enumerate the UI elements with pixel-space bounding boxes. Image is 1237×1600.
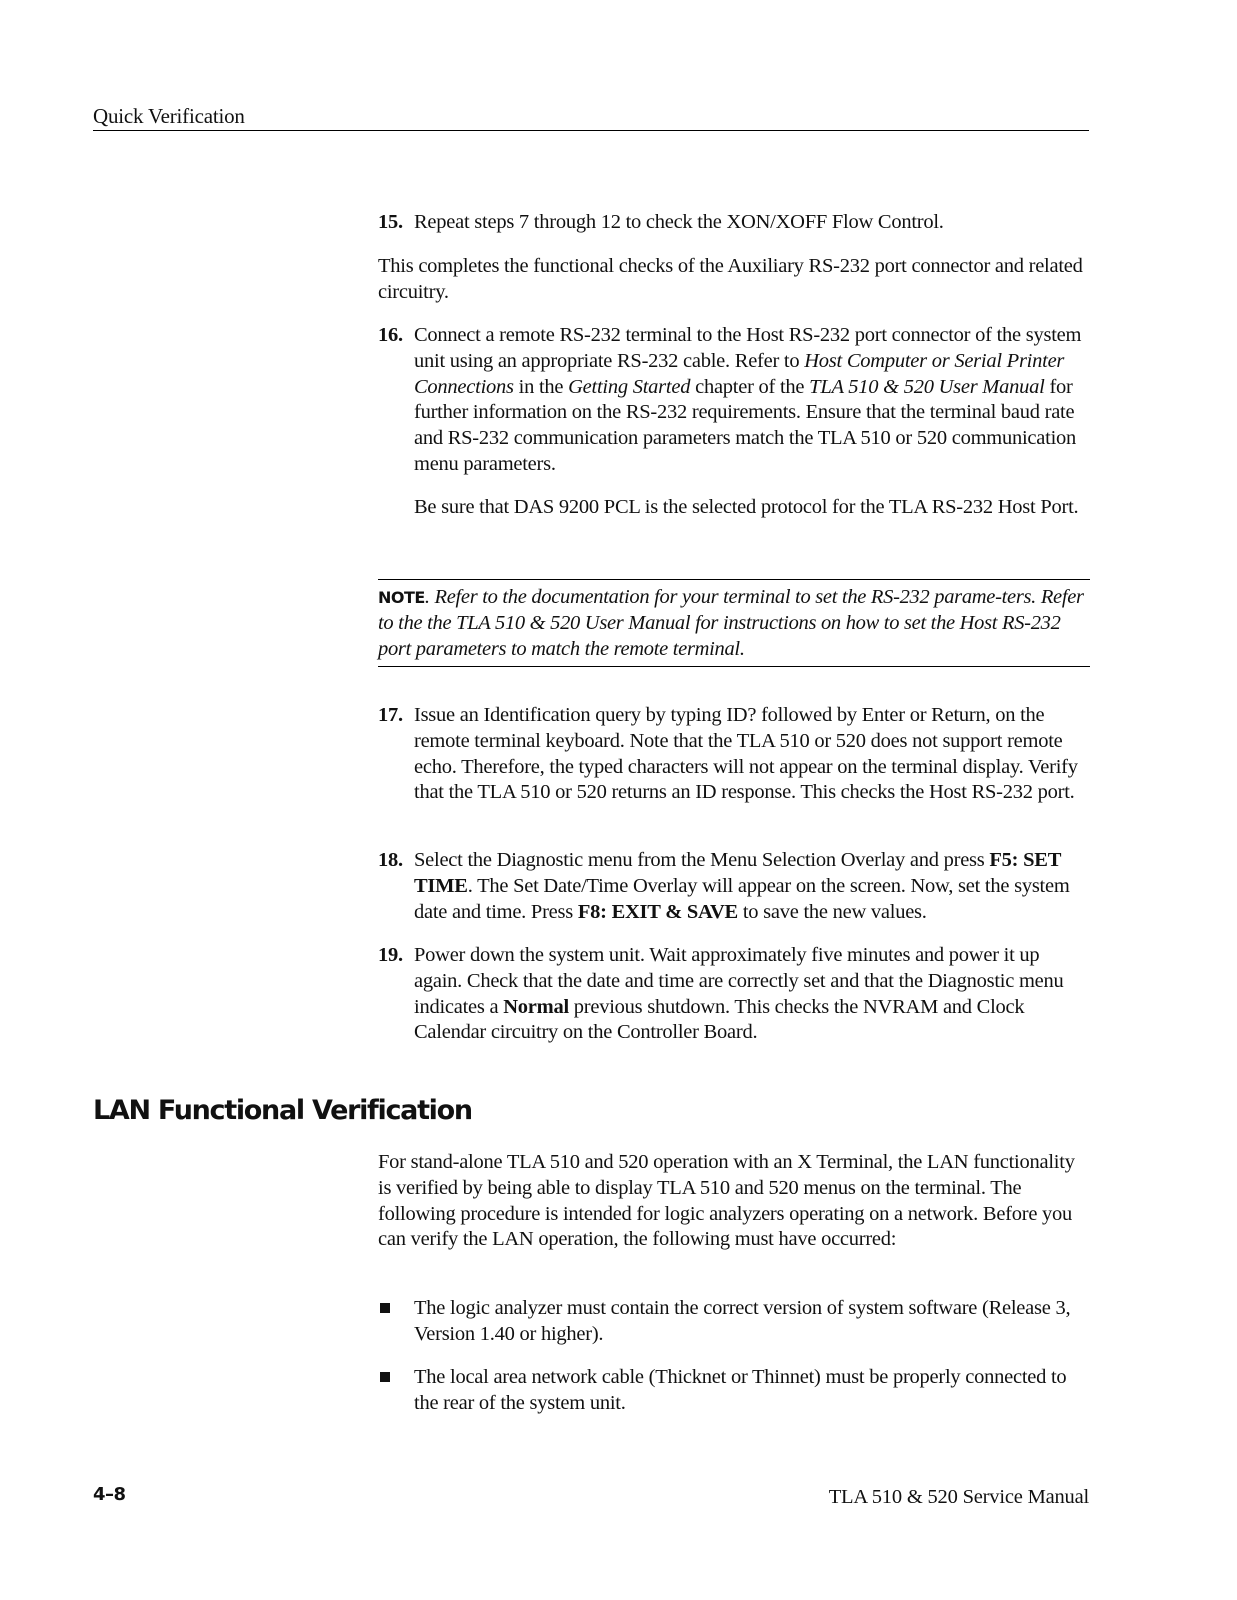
key-label-exit-save: F8: EXIT & SAVE bbox=[577, 900, 738, 923]
text-run: . The Set Date/Time Overlay will appear on the screen. Now, set the system date and time. Press bbox=[414, 874, 1070, 923]
bullet-square-icon bbox=[380, 1372, 390, 1382]
note-label: NOTE bbox=[378, 588, 425, 607]
step-text bbox=[414, 943, 1090, 1046]
header-rule bbox=[93, 130, 1089, 131]
step-number: 15. bbox=[378, 211, 403, 233]
step-17 bbox=[378, 703, 1090, 806]
step-text bbox=[414, 323, 1090, 478]
text-run: chapter of the bbox=[690, 375, 810, 398]
step-number: 16. bbox=[378, 324, 403, 346]
step-18 bbox=[378, 848, 1090, 925]
step-text: Repeat steps 7 through 12 to check the XON/XOFF Flow Control. bbox=[414, 211, 944, 233]
footer-manual-title: TLA 510 & 520 Service Manual bbox=[828, 1486, 1089, 1508]
text-run: Connect a remote RS-232 terminal to the Host RS-232 port connector of the system unit using an appropriate RS-232 cable. Refer to bbox=[414, 324, 1082, 372]
bullet-text: The logic analyzer must contain the correct version of system software (Release 3, Version 1.40 or higher). bbox=[414, 1297, 1071, 1345]
text-run: for further information on the RS-232 requirements. Ensure that the terminal baud rate and RS-232 communication parameters match the TLA 510 or 520 communication menu parameters. bbox=[414, 375, 1077, 475]
text-run: Power down the system unit. Wait approximately five minutes and power it up again. Check that the date and time are correctly set and that the Diagnostic menu indicates a bbox=[414, 944, 1064, 1018]
manual-title: TLA 510 & 520 User Manual bbox=[809, 375, 1045, 398]
step-15 bbox=[378, 210, 1090, 236]
chapter-reference: Getting Started bbox=[568, 375, 691, 398]
bullet-square-icon bbox=[380, 1303, 390, 1313]
text-run: previous shutdown. This checks the NVRAM and Clock Calendar circuitry on the Controller Board. bbox=[414, 995, 1025, 1044]
bullet-item bbox=[378, 1296, 1090, 1348]
step-19 bbox=[378, 943, 1090, 1046]
text-run: Select the Diagnostic menu from the Menu Selection Overlay and press bbox=[414, 849, 990, 871]
shutdown-status: Normal bbox=[503, 995, 569, 1018]
key-label-set-time: F5: SET TIME bbox=[414, 849, 1061, 897]
manual-reference: Host Computer or Serial Printer Connections bbox=[414, 349, 1065, 398]
step-16 bbox=[378, 323, 1090, 521]
running-header: Quick Verification bbox=[93, 104, 245, 128]
section-heading: LAN Functional Verification bbox=[93, 1095, 472, 1126]
step-number: 17. bbox=[378, 704, 403, 726]
lan-intro-paragraph: For stand-alone TLA 510 and 520 operation with an X Terminal, the LAN functionality is verified by being able to display TLA 510 and 520 menus on the terminal. The following procedure is intended for logic analyzers operating on a network. Before you can verify the LAN operation, the following must have occurred: bbox=[378, 1151, 1075, 1251]
bullet-item bbox=[378, 1365, 1090, 1417]
step-text: Issue an Identification query by typing ID? followed by Enter or Return, on the remote terminal keyboard. Note that the TLA 510 or 520 does not support remote echo. Therefore, the typed characters will not appear on the terminal display. Verify that the TLA 510 or 520 returns an ID response. This checks the Host RS-232 port. bbox=[414, 704, 1078, 804]
step-number: 19. bbox=[378, 944, 403, 966]
paragraph-functional-checks: This completes the functional checks of the Auxiliary RS-232 port connector and related circuitry. bbox=[378, 255, 1083, 303]
text-run: to save the new values. bbox=[737, 900, 927, 923]
step-number: 18. bbox=[378, 849, 403, 871]
bullet-text: The local area network cable (Thicknet or Thinnet) must be properly connected to the rear of the system unit. bbox=[414, 1366, 1067, 1414]
note-text: . Refer to the documentation for your terminal to set the RS-232 parame-ters. Refer to the the TLA 510 & 520 User Manual for instructions on how to set the Host RS-232 port parameters to match the remote terminal. bbox=[378, 586, 1084, 660]
step-16-protocol-paragraph: Be sure that DAS 9200 PCL is the selected protocol for the TLA RS-232 Host Port. bbox=[414, 495, 1079, 518]
page-number: 4–8 bbox=[93, 1484, 126, 1505]
note-box bbox=[378, 579, 1090, 667]
text-run: in the bbox=[513, 375, 569, 398]
step-text bbox=[414, 848, 1090, 925]
